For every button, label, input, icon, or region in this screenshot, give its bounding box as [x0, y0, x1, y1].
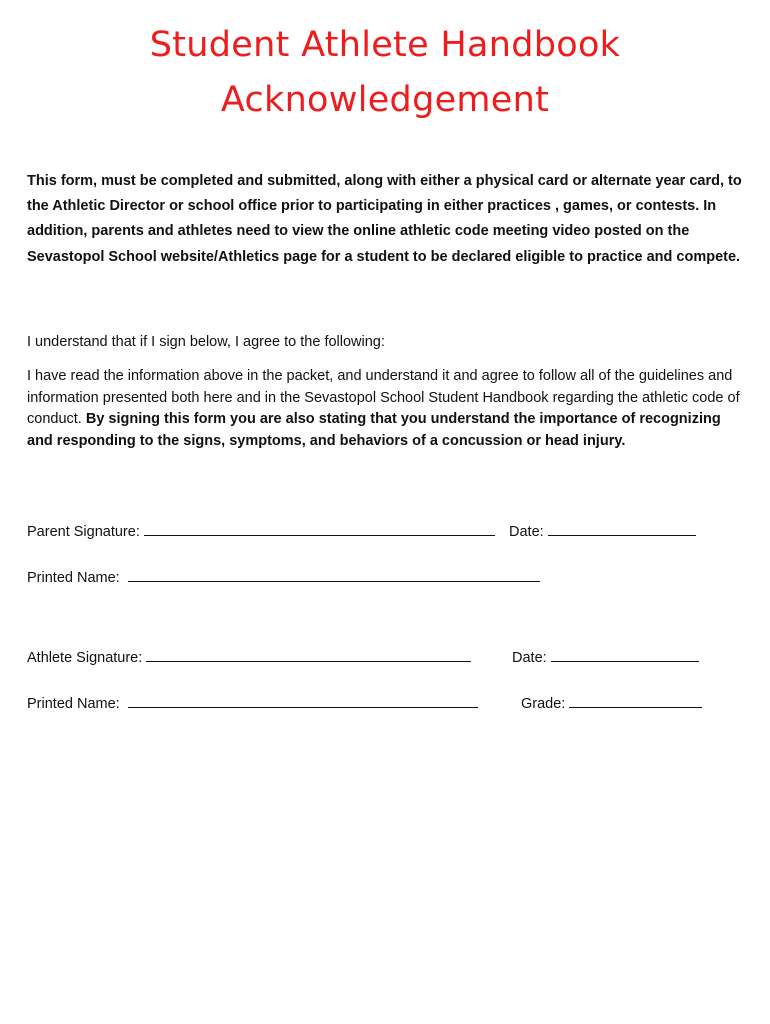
parent-signature-line[interactable]	[144, 521, 495, 536]
agreement-paragraph	[27, 366, 743, 452]
athlete-grade-field	[521, 693, 702, 714]
understand-statement: I understand that if I sign below, I agree to the following:	[27, 334, 385, 350]
parent-signature-field	[27, 521, 495, 542]
parent-date-line[interactable]	[548, 521, 696, 536]
page-title-line-1: Student Athlete Handbook	[149, 25, 621, 65]
parent-printed-name-label: Printed Name:	[27, 570, 120, 586]
athlete-printed-name-label: Printed Name:	[27, 696, 120, 712]
athlete-signature-field	[27, 647, 471, 668]
athlete-grade-line[interactable]	[569, 693, 702, 708]
athlete-date-label: Date:	[512, 650, 547, 666]
parent-signature-label: Parent Signature:	[27, 524, 140, 540]
parent-date-field	[509, 521, 696, 542]
athlete-signature-label: Athlete Signature:	[27, 650, 143, 666]
athlete-grade-label: Grade:	[521, 696, 566, 712]
page-title-line-2: Acknowledgement	[220, 80, 550, 120]
athlete-signature-line[interactable]	[146, 647, 471, 662]
athlete-printed-name-field	[27, 693, 478, 714]
athlete-printed-name-line[interactable]	[128, 693, 478, 708]
intro-paragraph: This form, must be completed and submitted, along with either a physical card or alternate year card, to the Athletic Director or school office prior to participating in either practices , games, or contests. In addition, parents and athletes need to view the online athletic code meeting video posted on the Sevastopol School website/Athletics page for a student to be declared eligible to practice and compete.	[27, 173, 742, 265]
athlete-date-field	[512, 647, 699, 668]
concussion-statement: By signing this form you are also stating that you understand the importance of recognizing and responding to the signs, symptoms, and behaviors of a concussion or head injury.	[27, 411, 721, 449]
parent-printed-name-line[interactable]	[128, 567, 540, 582]
athlete-date-line[interactable]	[551, 647, 699, 662]
parent-date-label: Date:	[509, 524, 544, 540]
agreement-text: I have read the information above in the packet, and understand it and agree to follow all of the guidelines and information presented both here and in the Sevastopol School Student Handbook regarding the athletic code of conduct.	[27, 368, 740, 427]
parent-printed-name-field	[27, 567, 540, 588]
